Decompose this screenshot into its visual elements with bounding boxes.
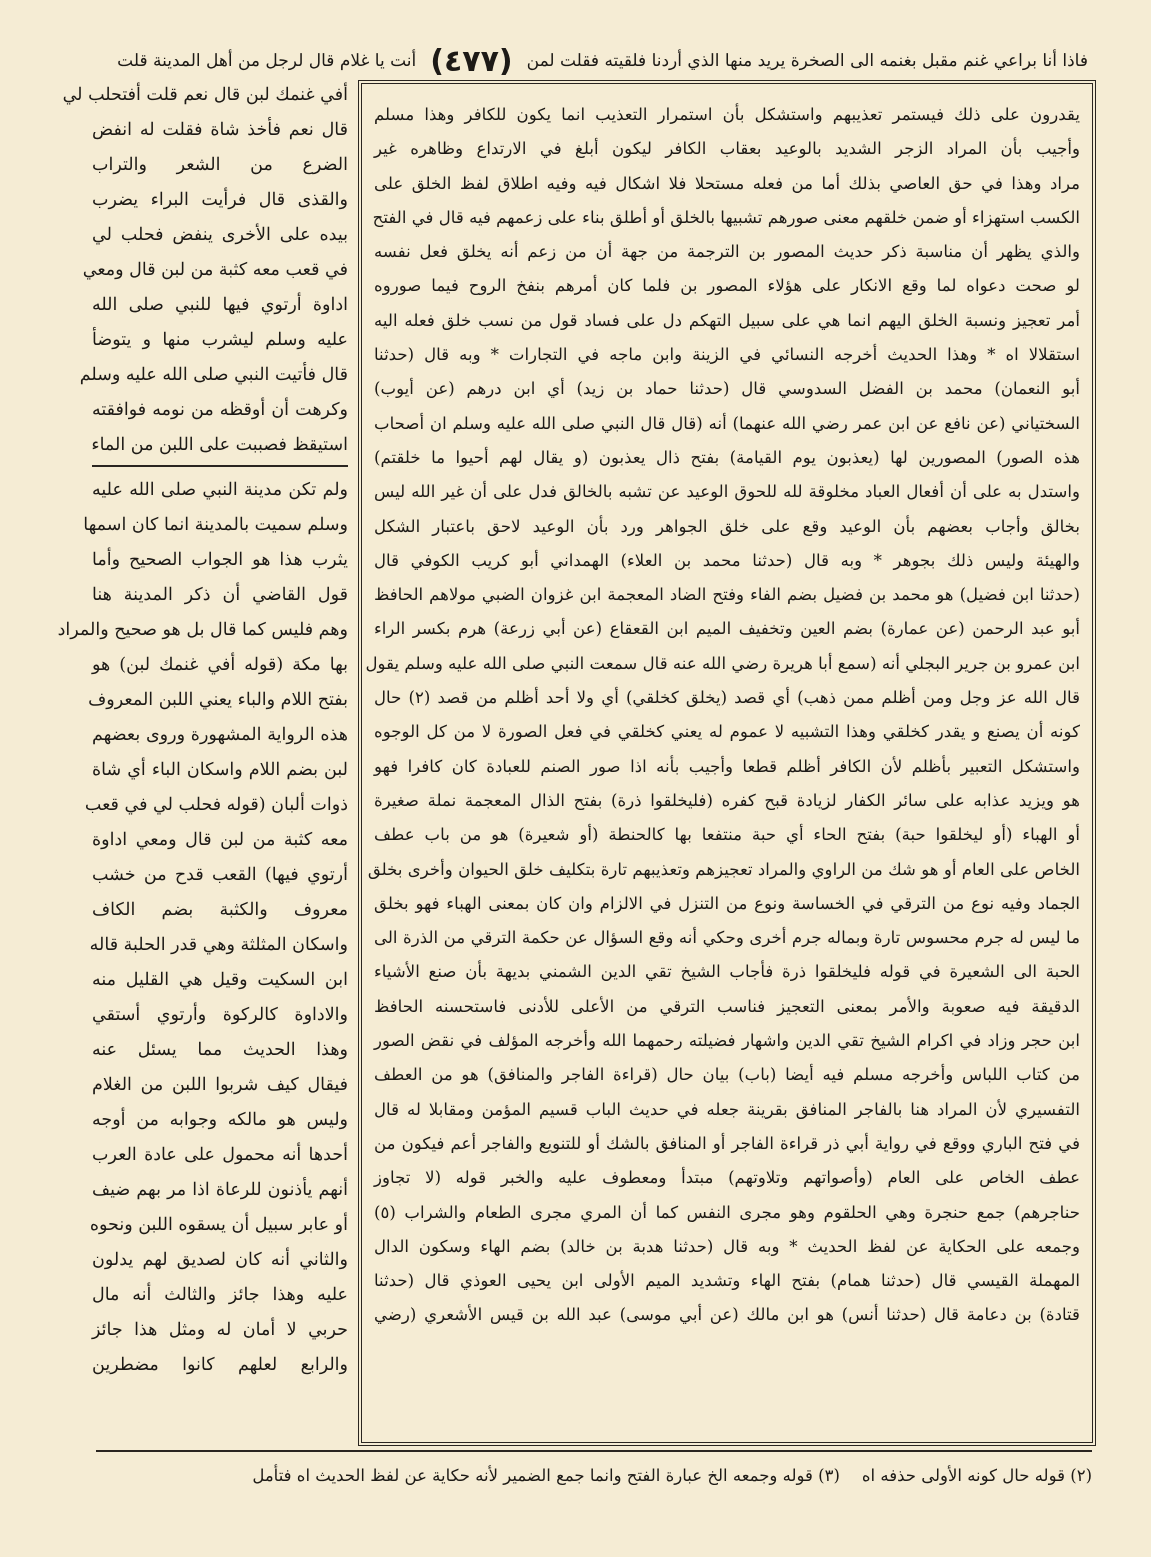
text-line: وجمعه على الحكاية عن لفظ الحديث * وبه قال (حدثنا هدبة بن خالد) بضم الهاء وسكون الدال xyxy=(374,1236,1080,1256)
main-commentary-box xyxy=(358,80,1096,1446)
margin-line: قال فأتيت النبي صلى الله عليه وسلم xyxy=(79,365,348,385)
margin-line: فيقال كيف شربوا اللبن من الغلام xyxy=(92,1075,348,1095)
footnote-divider xyxy=(96,1450,1092,1452)
margin-line: قول القاضي أن ذكر المدينة هنا xyxy=(92,585,348,605)
margin-line: والقذى قال فرأيت البراء يضرب xyxy=(92,190,348,210)
text-line: هو ويزيد عذابه على سائر الكفار لزيادة قبح كفره (فليخلقوا ذرة) بفتح الذال المعجمة نملة صغيرة xyxy=(374,790,1080,810)
text-line: حناجرهم) جمع حنجرة وهي الحلقوم وهو مجرى النفس كما أن المري مجرى الطعام والشراب (٥) xyxy=(374,1202,1080,1222)
margin-line: وكرهت أن أوقظه من نومه فوافقته xyxy=(92,400,348,420)
margin-commentary xyxy=(57,78,348,1446)
text-line: والهيئة وليس ذلك بجوهر * وبه قال (حدثنا محمد بن العلاء) الهمداني أبو كريب الكوفي قال xyxy=(374,550,1080,570)
margin-section-top xyxy=(62,78,348,463)
text-line: يقدرون على ذلك فيستمر تعذيبهم واستشكل بأن استمرار التعذيب انما يكون للكافر وهذا مسلم xyxy=(374,105,1080,124)
margin-line: أفي غنمك لبن قال نعم قلت أفتحلب لي xyxy=(62,85,348,105)
text-line: أو الهباء (أو ليخلقوا حبة) بفتح الحاء أي حبة منتفعا بها كالحنطة (أو شعيرة) هو من باب عطف xyxy=(374,825,1080,845)
text-line: واستشكل التعبير بأظلم لأن الكافر أظلم قطعا وأجيب بأنه اذا صور الصنم للعبادة كان كافرا فهو xyxy=(374,756,1080,776)
margin-divider xyxy=(92,465,348,467)
margin-line: هذه الرواية المشهورة وروى بعضهم xyxy=(92,725,348,745)
header-left-text: أنت يا غلام قال لرجل من أهل المدينة قلت xyxy=(117,51,417,71)
text-line: أبو عبد الرحمن (عن عمارة) بضم العين وتخفيف الميم ابن القعقاع (عن أبي زرعة) هرم بكسر الراء xyxy=(374,619,1080,639)
text-line: أمر تعجيز ونسبة الخلق اليهم انما هي على سبيل التهكم دل على فساد قول من نسب خلق فعله اليه xyxy=(374,310,1080,330)
text-line: قال الله عز وجل ومن أظلم ممن ذهب) أي قصد (يخلق كخلقي) أي ولا أحد أظلم من قصد (٢) حال xyxy=(374,688,1081,708)
text-line: التفسيري لأن المراد هنا بالفاجر المنافق بقرينة جعله في حديث الباب قسيم المؤمن ومقابلا له قال xyxy=(374,1099,1080,1119)
margin-line: ابن السكيت وقيل هي القليل منه xyxy=(92,970,348,990)
footnotes xyxy=(96,1455,1092,1495)
margin-line: ولم تكن مدينة النبي صلى الله عليه xyxy=(92,480,348,500)
margin-line: عليه وسلم ليشرب منها و يتوضأ xyxy=(92,330,348,350)
text-line: وأجيب بأن المراد الزجر الشديد بالوعيد بعقاب الكافر ليكون أبلغ في الارتداع وظاهره غير xyxy=(374,139,1080,159)
footnote: (٢) قوله حال كونه الأولى حذفه اه xyxy=(861,1465,1092,1485)
margin-line: واسكان المثلثة وهي قدر الحلبة قاله xyxy=(89,935,348,955)
margin-line: بفتح اللام والباء يعني اللبن المعروف xyxy=(88,690,348,710)
text-line: (حدثنا ابن فضيل) هو محمد بن فضيل بضم الفاء وفتح الضاد المعجمة ابن غزوان الضبي مولاهم الحافظ xyxy=(374,585,1080,605)
text-line: أبو النعمان) محمد بن الفضل السدوسي قال (حدثنا حماد بن زيد) أي ابن درهم (عن أيوب) xyxy=(374,379,1080,399)
text-line: قتادة) بن دعامة قال (حدثنا أنس) هو ابن مالك (عن أبي موسى) عبد الله بن قيس الأشعري (رضي xyxy=(374,1305,1080,1325)
text-line: عطف الخاص على العام (وأصواتهم وتلاوتهم) مبتدأ ومعطوف عليه والخبر قوله (لا تجاوز xyxy=(374,1168,1080,1188)
margin-line: اداوة أرتوي فيها للنبي صلى الله xyxy=(92,295,348,315)
margin-line: استيقظ فصببت على اللبن من الماء xyxy=(91,435,348,455)
text-line: والذي يظهر أن مناسبة ذكر حديث المصور بن الترجمة من جهة أن من زعم أنه يخلق فعل نفسه xyxy=(374,242,1080,262)
margin-line: وسلم سميت بالمدينة انما كان اسمها xyxy=(83,515,348,535)
margin-line: بيده على الأخرى ينفض فحلب لي xyxy=(92,225,348,245)
text-line: لو صحت دعواه لما وقع الانكار على هؤلاء المصور بن فلما كان أمرهم بنفخ الروح فيما صوروه xyxy=(374,276,1080,296)
text-line: السختياني (عن نافع عن ابن عمر رضي الله عنهما) أنه (قال قال النبي صلى الله عليه وسلم ان أصحاب xyxy=(374,413,1080,433)
text-line: الدقيقة فيه صعوبة والأمر بمعنى التعجيز فناسب الترقي من الأعلى للأدنى فاستحسنه الحافظ xyxy=(374,996,1080,1016)
margin-line: عليه وهذا جائز والثالث أنه مال xyxy=(92,1285,348,1305)
text-line: في فتح الباري ووقع في رواية أبي ذر قراءة الفاجر أو المنافق بالشك أو للتنويع والفاجر أعم فيكون من xyxy=(374,1133,1080,1153)
running-head xyxy=(88,40,1088,82)
margin-line: بها مكة (قوله أفي غنمك لبن) هو xyxy=(92,655,348,675)
text-line: واستدل به على أن أفعال العباد مخلوقة لله للحوق الوعيد عن تشبه بالخالق فدل على أن غير الله ليس xyxy=(374,482,1080,502)
margin-line: أو عابر سبيل أن يسقوه اللبن ونحوه xyxy=(89,1215,348,1235)
text-line: ابن حجر وزاد في اكرام الشيخ تقي الدين واشهار فضيلته رحمهما الله وأخرجه المؤلف في نقض الصور xyxy=(374,1031,1080,1051)
text-line: الحبة الى الشعيرة في قوله فليخلقوا ذرة فأجاب الشيخ تقي الدين الشمني بديهة بأن صنع الأشياء xyxy=(374,962,1080,982)
text-line: الخاص على العام أو هو شك من الراوي والمراد تعجيزهم وتعذيبهم تارة بتكليف خلق الحيوان وأخرى بخلق xyxy=(367,859,1080,879)
text-line: المهملة القيسي قال (حدثنا همام) بفتح الهاء وتشديد الميم الأولى ابن يحيى العوذي قال (حدثنا xyxy=(374,1271,1080,1291)
margin-line: وهذا الحديث مما يسئل عنه xyxy=(92,1040,348,1060)
text-line: بخالق وأجاب بعضهم بأن الوعيد وقع على خلق الجواهر ورد بأن الوعيد لاحق باعتبار الشكل xyxy=(374,516,1080,536)
text-line: كونه أن يصنع و يقدر كخلقي وهذا التشبيه لا عموم له يعني كخلقي في فعل الصورة لا من كل الوجوه xyxy=(374,722,1080,742)
footnote: (٣) قوله وجمعه الخ عبارة الفتح وانما جمع الضمير لأنه حكاية عن لفظ الحديث اه فتأمل xyxy=(252,1465,840,1485)
text-line: ابن عمرو بن جرير البجلي أنه (سمع أبا هريرة رضي الله عنه قال سمعت النبي صلى الله عليه وسلم يقول xyxy=(365,653,1080,673)
margin-line: حربي لا أمان له ومثل هذا جائز xyxy=(92,1320,348,1340)
margin-line: والاداوة كالركوة وأرتوي أستقي xyxy=(92,1005,348,1025)
text-line: من كتاب اللباس وأخرجه مسلم فيه أيضا (باب) بيان حال (قراءة الفاجر والمنافق) هو من العطف xyxy=(374,1065,1080,1085)
text-line: الكسب استهزاء أو ضمن خلقهم معنى صورهم تشبيها بالخلق أو أطلق بناء على زعمهم فيه قال في الفتح xyxy=(372,207,1080,227)
margin-line: أرتوي فيها) القعب قدح من خشب xyxy=(92,865,348,885)
margin-line: لبن بضم اللام واسكان الباء أي شاة xyxy=(92,760,348,780)
margin-line: وهم فليس كما قال بل هو صحيح والمراد xyxy=(57,620,348,640)
margin-line: في قعب معه كثبة من لبن قال ومعي xyxy=(82,260,348,280)
margin-line: معه كثبة من لبن قال ومعي اداوة xyxy=(92,830,348,850)
header-right-text: فاذا أنا براعي غنم مقبل بغنمه الى الصخرة يريد منها الذي أردنا فلقيته فقلت لمن xyxy=(526,51,1088,71)
margin-line: قال نعم فأخذ شاة فقلت له انفض xyxy=(92,120,348,140)
margin-line: أحدها أنه محمول على عادة العرب xyxy=(92,1145,348,1165)
margin-line: والثاني أنه كان لصديق لهم يدلون xyxy=(92,1250,348,1270)
text-line: مراد وهذا في حق العاصي بذلك أما من فعله مستحلا فلا اشكال فيه وفيه اطلاق لفظ الخلق على xyxy=(374,173,1080,193)
text-line: هذه الصور) المصورين لها (يعذبون يوم القيامة) بفتح ذال يعذبون (و يقال لهم أحيوا ما خلقتم) xyxy=(374,447,1080,467)
page-number: (٤٧٧) xyxy=(430,43,513,79)
margin-line: معروف والكثبة بضم الكاف xyxy=(92,900,348,920)
text-line: ما ليس له جرم محسوس تارة وبماله جرم أخرى وحكي أنه وقع السؤال عن حكمة الترقي من الذرة الى xyxy=(374,928,1080,948)
text-line: الجماد وفيه نوع من الترقي في الخساسة ونوع من التنزل في الالزام وان كان بمعنى الهباء فهو بخلق xyxy=(374,893,1080,913)
margin-line: والرابع لعلهم كانوا مضطرين xyxy=(92,1355,348,1375)
margin-line: ذوات ألبان (قوله فحلب لي في قعب xyxy=(84,795,348,815)
margin-section-bottom xyxy=(57,473,348,1383)
margin-line: أنهم يأذنون للرعاة اذا مر بهم ضيف xyxy=(92,1180,348,1200)
margin-line: الضرع من الشعر والتراب xyxy=(92,155,348,175)
margin-line: يثرب هذا هو الجواب الصحيح وأما xyxy=(92,550,348,570)
text-line: استقلالا اه * وهذا الحديث أخرجه النسائي في الزينة وابن ماجه في التجارات * وبه قال (حدثنا xyxy=(374,345,1080,365)
margin-line: وليس هو مالكه وجوابه من أوجه xyxy=(92,1110,348,1130)
